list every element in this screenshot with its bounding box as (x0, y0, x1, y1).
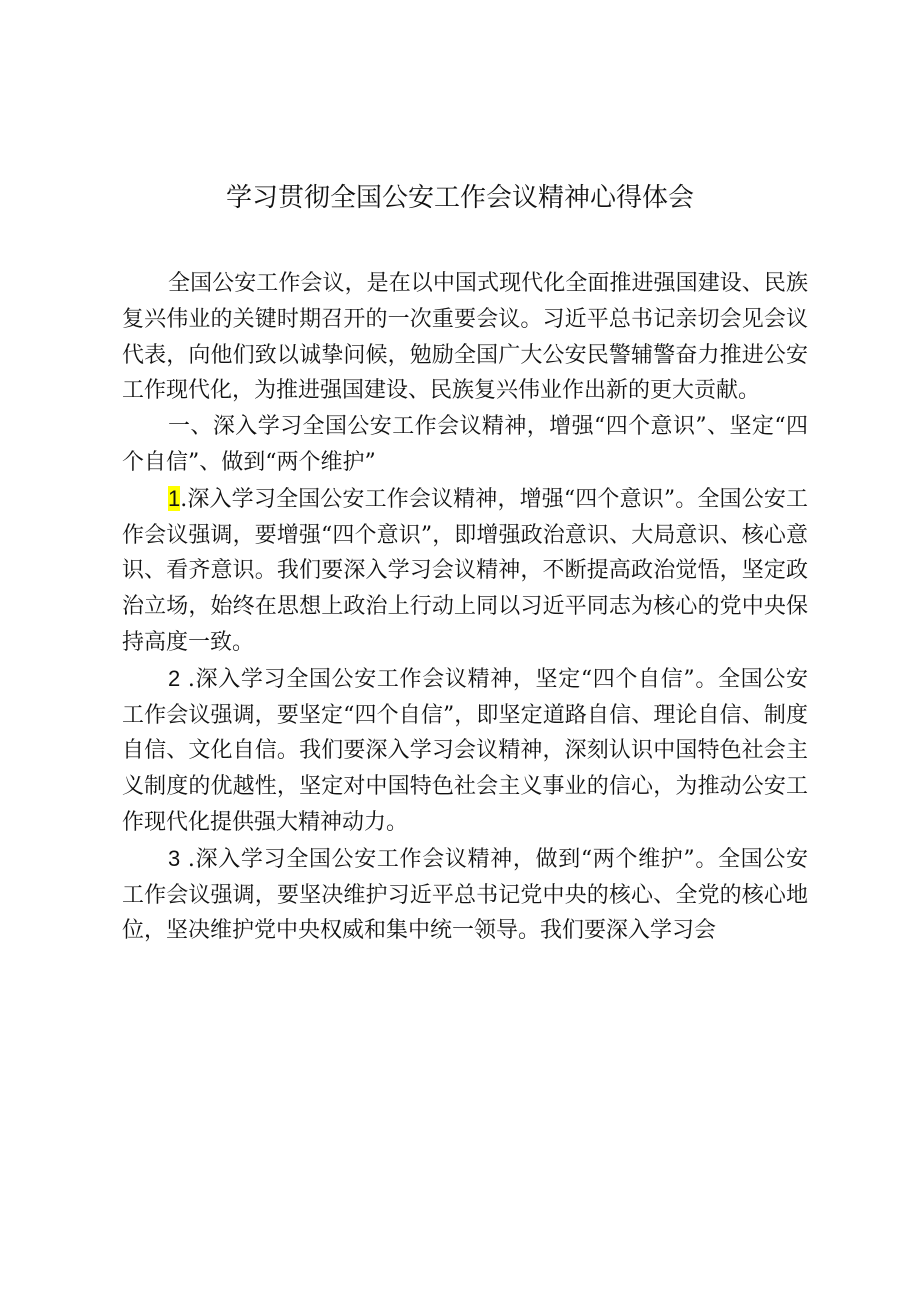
item-1-number-highlight: 1 (168, 485, 181, 511)
item-2-number: 2 (168, 665, 181, 691)
document-title: 学习贯彻全国公安工作会议精神心得体会 (225, 183, 694, 213)
item-1-text: .深入学习全国公安工作会议精神，增强“四个意识”。全国公安工作会议强调，要增强“四个意识”，即增强政治意识、大局意识、核心意识、看齐意识。我们要深入学习会议精神，不断提高政治觉悟，坚定政治立场，始终在思想上政治上行动上同以习近平同志为核心的党中央保持高度一致。 (122, 486, 808, 655)
section-heading: 一、深入学习全国公安工作会议精神，增强“四个意识”、坚定“四个自信”、做到“两个维护” (122, 414, 808, 475)
item-2-text: .深入学习全国公安工作会议精神，坚定“四个自信”。全国公安工作会议强调，要坚定“四个自信”，即坚定道路自信、理论自信、制度自信、文化自信。我们要深入学习会议精神，深刻认识中国特色社会主义制度的优越性，坚定对中国特色社会主义事业的信心，为推动公安工作现代化提供强大精神动力。 (122, 666, 808, 835)
item-1-paragraph (122, 481, 808, 661)
item-3-text: .深入学习全国公安工作会议精神，做到“两个维护”。全国公安工作会议强调，要坚决维护习近平总书记党中央的核心、全党的核心地位，坚决维护党中央权威和集中统一领导。我们要深入学习会 (122, 846, 808, 944)
intro-paragraph: 全国公安工作会议，是在以中国式现代化全面推进强国建设、民族复兴伟业的关键时期召开的一次重要会议。习近平总书记亲切会见会议代表，向他们致以诚挚问候，勉励全国广大公安民警辅警奋力推进公安工作现代化，为推进强国建设、民族复兴伟业作出新的更大贡献。 (122, 271, 808, 404)
item-2-paragraph (122, 661, 808, 841)
item-3-paragraph (122, 841, 808, 949)
item-3-number: 3 (168, 845, 181, 871)
document-body (122, 266, 808, 949)
